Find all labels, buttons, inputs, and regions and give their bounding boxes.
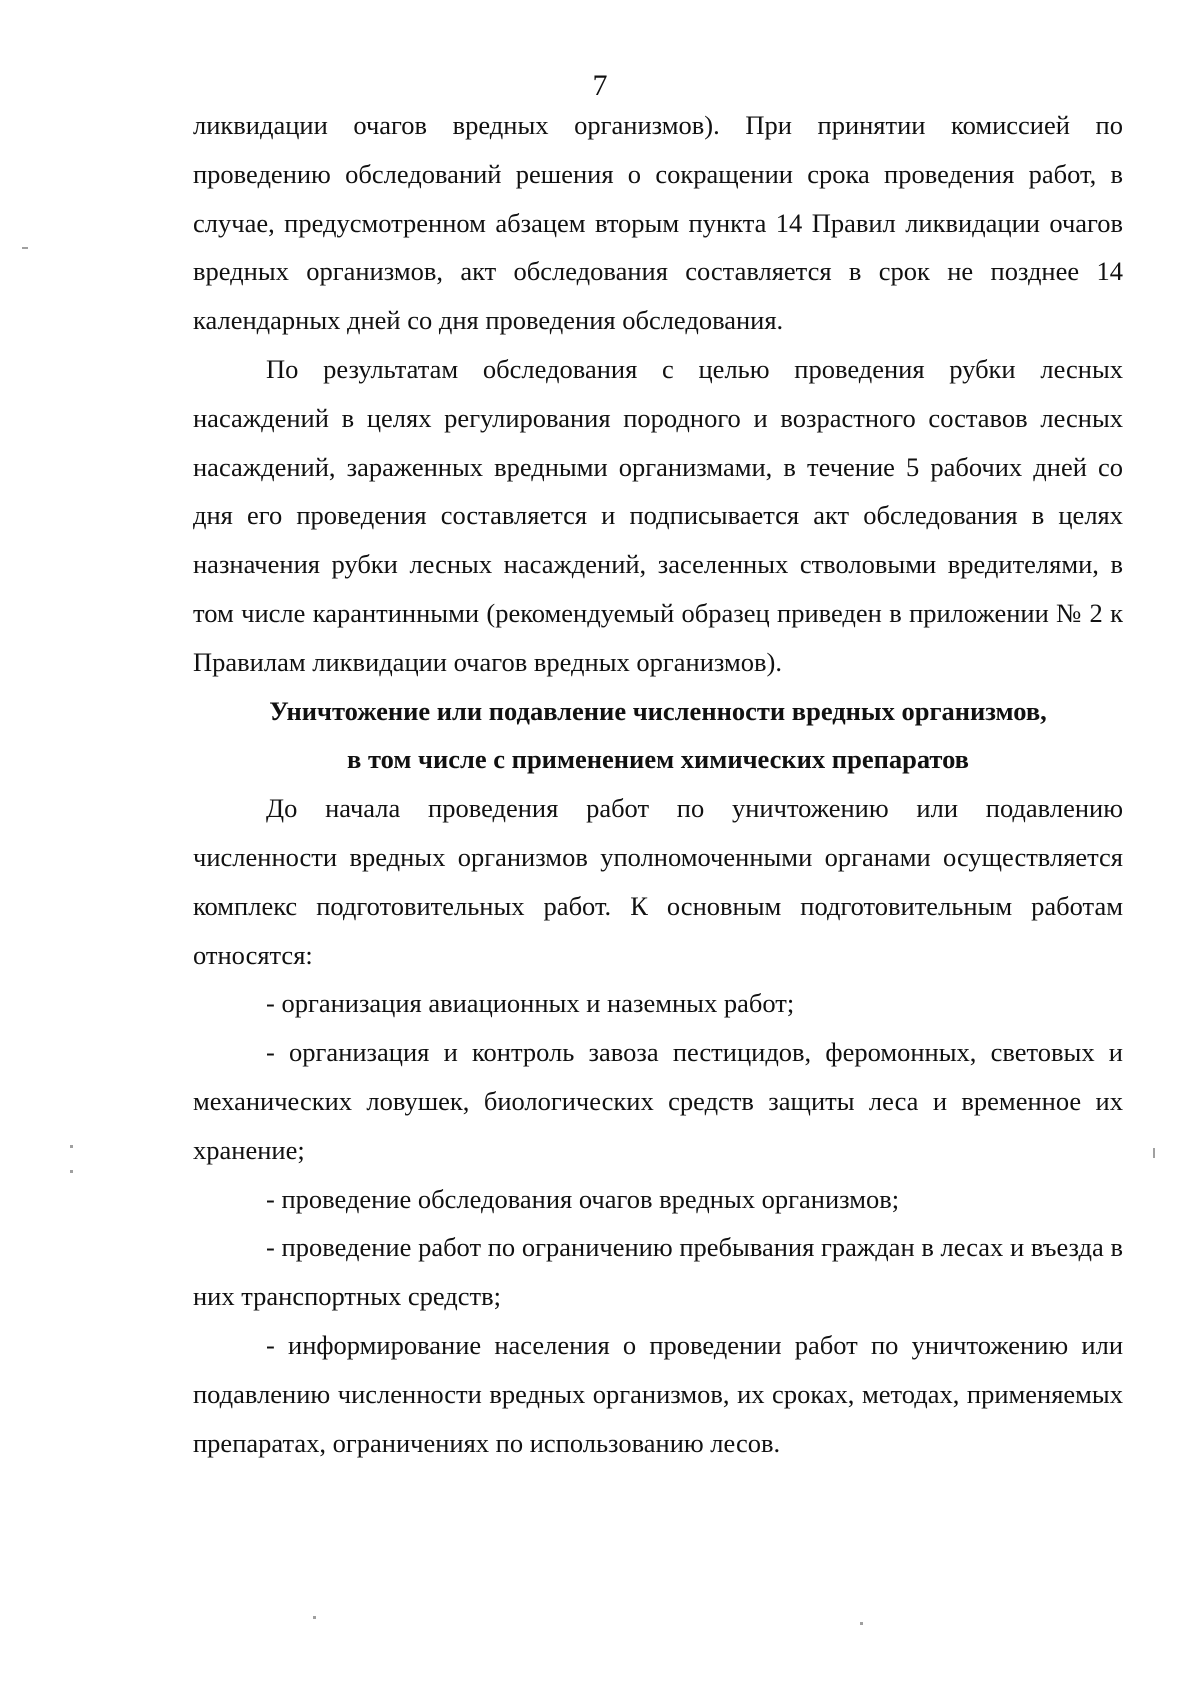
scan-artifact (70, 1170, 73, 1173)
list-item: - организация авиационных и наземных работ; (266, 988, 795, 1019)
section-heading-line2: в том числе с применением химических препаратов (347, 744, 969, 775)
list-item: - проведение обследования очагов вредных организмов; (266, 1183, 900, 1214)
document-body (193, 101, 1123, 1467)
page-number: 7 (592, 69, 608, 102)
scan-artifact (313, 1616, 316, 1619)
scan-artifact (22, 247, 28, 249)
paragraph-survey-results: По результатам обследования с целью проведения рубки лесных насаждений в целях регулирования породного и возрастного составов лесных насаждений, зараженных вредными организмами, в течение 5 рабочих дней со дня его проведения составляется и подписывается акт обследования в целях назначения рубки лесных насаждений, заселенных стволовыми вредителями, в том числе карантинными (рекомендуемый образец приведен в приложении № 2 к Правилам ликвидации очагов вредных организмов). (193, 353, 1123, 677)
scan-artifact (1153, 1148, 1155, 1158)
paragraph-preparatory-works: До начала проведения работ по уничтожению или подавлению численности вредных организмов уполномоченными органами осуществляется комплекс подготовительных работ. К основным подготовительным работам относятся: (193, 793, 1123, 970)
paragraph-continued: ликвидации очагов вредных организмов). При принятии комиссией по проведению обследований решения о сокращении срока проведения работ, в случае, предусмотренном абзацем вторым пункта 14 Правил ликвидации очагов вредных организмов, акт обследования составляется в срок не позднее 14 календарных дней со дня проведения обследования. (193, 110, 1123, 336)
list-item: - информирование населения о проведении работ по уничтожению или подавлению численности вредных организмов, их сроках, методах, применяемых препаратах, ограничениях по использованию лесов. (193, 1329, 1123, 1458)
list-item: - организация и контроль завоза пестицидов, феромонных, световых и механических ловушек, биологических средств защиты леса и временное их хранение; (193, 1037, 1123, 1165)
section-heading-line1: Уничтожение или подавление численности вредных организмов, (269, 695, 1047, 726)
list-item: - проведение работ по ограничению пребывания граждан в лесах и въезда в них транспортных средств; (193, 1232, 1123, 1312)
scan-artifact (70, 1145, 73, 1148)
scan-artifact (860, 1622, 863, 1625)
